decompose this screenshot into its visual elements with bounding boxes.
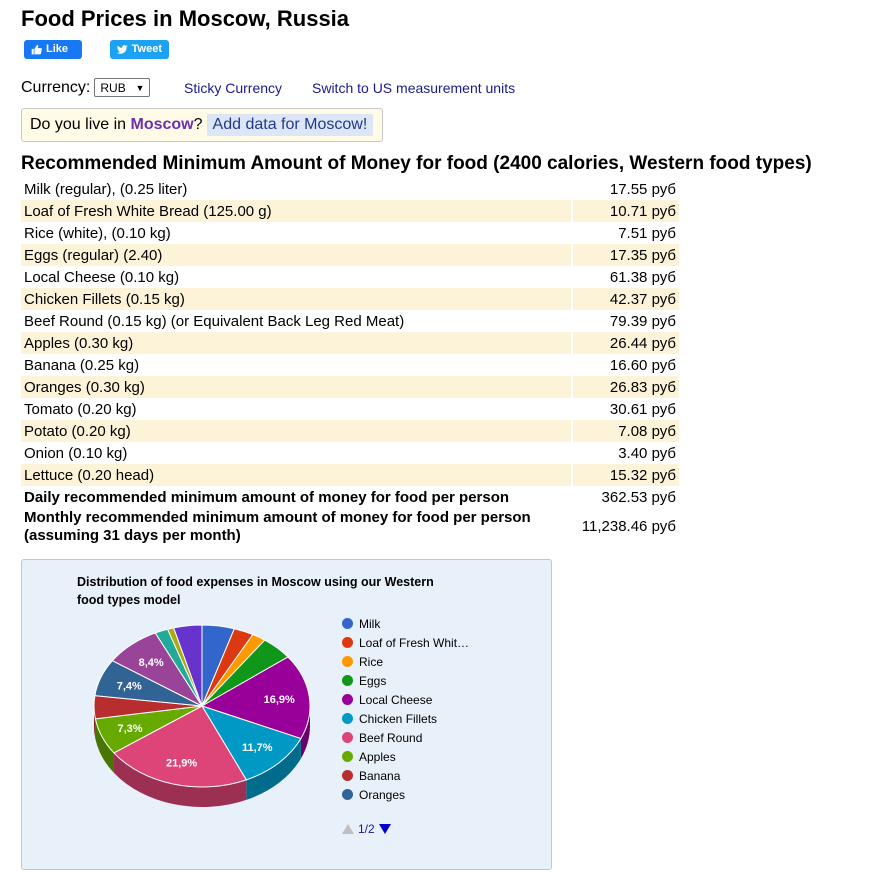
table-row: [21, 266, 679, 288]
pie-chart-panel: [21, 559, 552, 870]
item-price: 30.61 руб: [572, 398, 679, 420]
legend-swatch: [342, 618, 353, 629]
currency-row: [21, 78, 150, 97]
item-name: Eggs (regular) (2.40): [21, 244, 572, 266]
legend-pager: [342, 822, 391, 836]
legend-label: Eggs: [359, 673, 387, 688]
legend-label: Banana: [359, 768, 401, 783]
dropdown-arrow-icon: ▼: [135, 82, 145, 93]
pie-percent-label: 7,4%: [116, 680, 142, 693]
section-title: Recommended Minimum Amount of Money for food (2400 calories, Western food types): [21, 153, 812, 174]
currency-select[interactable]: [94, 78, 150, 97]
legend-swatch: [342, 656, 353, 667]
monthly-total-value: 11,238.46 руб: [572, 508, 679, 546]
legend-swatch: [342, 675, 353, 686]
live-prefix: Do you live in: [30, 116, 131, 133]
legend-label: Chicken Fillets: [359, 711, 438, 726]
item-price: 79.39 руб: [572, 310, 679, 332]
page-title: Food Prices in Moscow, Russia: [21, 6, 350, 31]
twitter-bird-icon: [117, 44, 128, 55]
item-price: 10.71 руб: [572, 200, 679, 222]
legend-item[interactable]: [342, 709, 469, 728]
legend-item[interactable]: [342, 614, 469, 633]
table-row: [21, 200, 679, 222]
item-price: 26.44 руб: [572, 332, 679, 354]
item-name: Milk (regular), (0.25 liter): [24, 180, 188, 198]
like-label: Like: [46, 43, 69, 55]
legend-next-icon[interactable]: [379, 824, 391, 834]
chart-title: Distribution of food expenses in Moscow using our Western food types model: [77, 575, 434, 607]
legend-label: Milk: [359, 616, 381, 631]
daily-total-label: Daily recommended minimum amount of money for food per person: [24, 488, 510, 506]
legend-swatch: [342, 751, 353, 762]
thumbs-up-icon: [31, 44, 42, 55]
table-row: [21, 332, 679, 354]
item-price: 3.40 руб: [572, 442, 679, 464]
legend-item[interactable]: [342, 690, 469, 709]
legend-label: Apples: [359, 749, 396, 764]
item-name: Local Cheese (0.10 kg): [24, 268, 180, 286]
legend-label: Oranges: [359, 787, 406, 802]
pie-percent-label: 21,9%: [166, 757, 198, 770]
legend-item[interactable]: [342, 652, 469, 671]
item-name: Onion (0.10 kg): [24, 444, 128, 462]
table-row: [21, 288, 679, 310]
daily-total-value: 362.53 руб: [572, 486, 679, 508]
table-row: [21, 354, 679, 376]
item-price: 7.51 руб: [572, 222, 679, 244]
legend-swatch: [342, 713, 353, 724]
item-name: Rice (white), (0.10 kg): [24, 224, 171, 242]
item-price: 26.83 руб: [572, 376, 679, 398]
food-prices-table: [21, 178, 679, 546]
item-name: Oranges (0.30 kg): [21, 376, 572, 398]
item-price: 61.38 руб: [572, 266, 679, 288]
monthly-total-label: Monthly recommended minimum amount of money for food per person (assuming 31 days per month): [24, 509, 531, 544]
live-in-city-box: [21, 108, 383, 142]
item-name: Tomato (0.20 kg): [24, 400, 137, 418]
item-price: 16.60 руб: [572, 354, 679, 376]
pie-percent-label: 16,9%: [263, 694, 295, 707]
daily-total-row: [21, 486, 679, 508]
item-name: Apples (0.30 kg): [21, 332, 572, 354]
city-link[interactable]: Moscow: [130, 116, 194, 133]
item-price: 17.55 руб: [572, 178, 679, 200]
item-name: Beef Round (0.15 kg) (or Equivalent Back Leg Red Meat): [24, 312, 405, 330]
table-row: [21, 420, 679, 442]
switch-units-link[interactable]: Switch to US measurement units: [312, 80, 516, 96]
pie-percent-label: 8,4%: [138, 656, 164, 669]
table-row: [21, 178, 679, 200]
monthly-total-row: [21, 508, 679, 546]
legend-item[interactable]: [342, 728, 469, 747]
table-row: [21, 398, 679, 420]
legend-label: Loaf of Fresh Whit…: [359, 635, 470, 650]
table-row: [21, 244, 679, 266]
tweet-label: Tweet: [131, 43, 162, 55]
legend-item[interactable]: [342, 747, 469, 766]
table-row: [21, 376, 679, 398]
table-row: [21, 464, 679, 486]
item-name: Chicken Fillets (0.15 kg): [21, 288, 572, 310]
legend-label: Rice: [359, 654, 384, 669]
legend-swatch: [342, 789, 353, 800]
table-row: [21, 310, 679, 332]
legend-item[interactable]: [342, 766, 469, 785]
legend-swatch: [342, 637, 353, 648]
legend-prev-icon[interactable]: [342, 824, 354, 834]
legend-page-indicator: 1/2: [358, 822, 375, 836]
facebook-like-button[interactable]: [24, 40, 82, 59]
item-price: 15.32 руб: [572, 464, 679, 486]
currency-label: Currency:: [21, 78, 91, 96]
item-price: 7.08 руб: [572, 420, 679, 442]
legend-item[interactable]: [342, 671, 469, 690]
chart-legend: [342, 614, 469, 804]
tweet-button[interactable]: [110, 40, 169, 59]
legend-swatch: [342, 694, 353, 705]
item-price: 17.35 руб: [572, 244, 679, 266]
add-data-button[interactable]: Add data for Moscow!: [207, 114, 374, 136]
legend-item[interactable]: [342, 633, 469, 652]
item-name: Banana (0.25 kg): [24, 356, 140, 374]
live-suffix: ?: [193, 116, 203, 133]
pie-percent-label: 11,7%: [241, 742, 273, 755]
item-name: Potato (0.20 kg): [21, 420, 572, 442]
item-price: 42.37 руб: [572, 288, 679, 310]
sticky-currency-link[interactable]: Sticky Currency: [184, 80, 283, 96]
pie-percent-label: 7,3%: [117, 723, 143, 736]
table-row: [21, 222, 679, 244]
item-name: Lettuce (0.20 head): [21, 464, 572, 486]
currency-selected-value: RUB: [100, 80, 126, 95]
legend-label: Beef Round: [359, 730, 423, 745]
legend-label: Local Cheese: [359, 692, 433, 707]
legend-item[interactable]: [342, 785, 469, 804]
legend-swatch: [342, 732, 353, 743]
table-row: [21, 442, 679, 464]
legend-swatch: [342, 770, 353, 781]
item-name: Loaf of Fresh White Bread (125.00 g): [21, 200, 572, 222]
